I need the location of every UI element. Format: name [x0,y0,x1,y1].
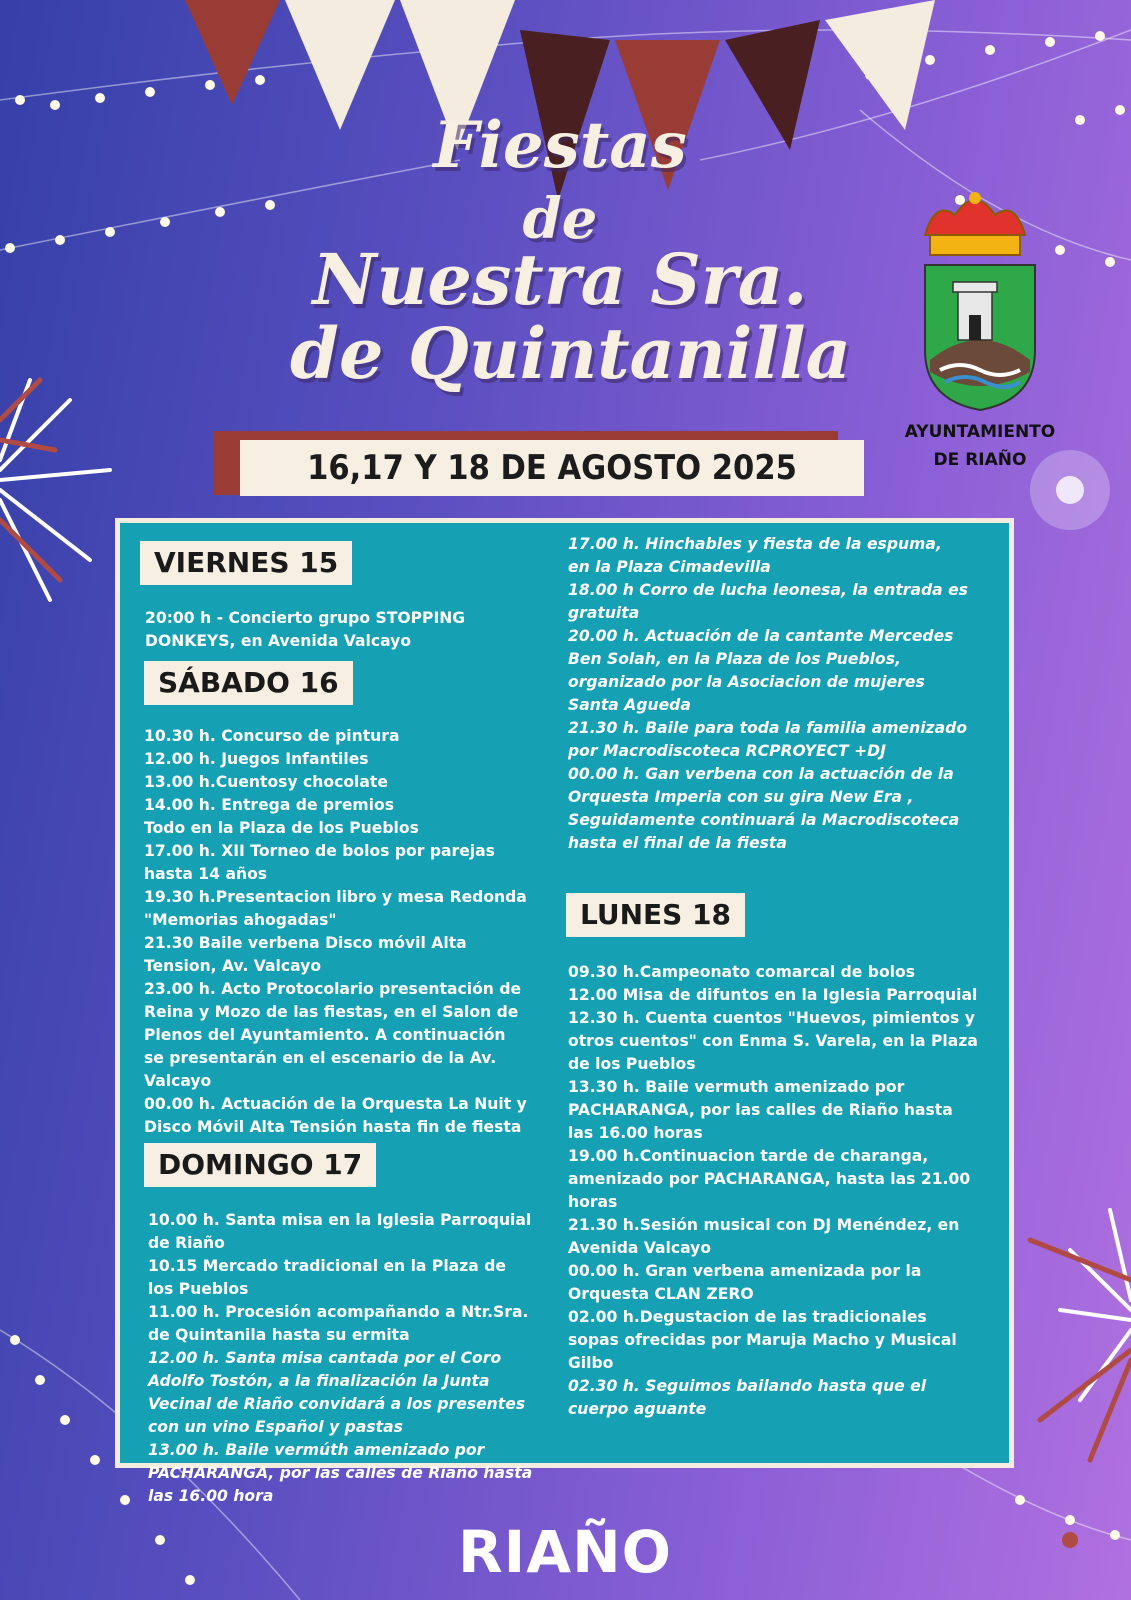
domingo-events-continued [568,533,968,855]
event-line: Vecinal de Riaño convidará a los presentes [148,1395,526,1413]
event-line: 21.30 h.Sesión musical con DJ Menéndez, en [568,1216,960,1234]
lunes-events [568,961,978,1375]
day-badge-lunes: LUNES 18 [566,893,745,937]
event-line: de Riaño [148,1234,225,1252]
coat-of-arms-icon [925,192,1035,410]
event-line: 12.30 h. Cuenta cuentos "Huevos, pimientos y [568,1009,975,1027]
day-badge-viernes: VIERNES 15 [140,541,352,585]
event-line: amenizado por PACHARANGA, hasta las 21.00 [568,1170,971,1188]
event-line: hasta el final de la fiesta [568,834,787,852]
event-line: 19.00 h.Continuacion tarde de charanga, [568,1147,929,1165]
title-line-4: de Quintanilla [290,312,851,395]
title-line-1: Fiestas [433,108,687,183]
event-line: 00.00 h. Gran verbena amenizada por la [568,1262,922,1280]
event-line: PACHARANGA, por las calles de Riaño hasta [148,1464,533,1482]
municipality-label [880,418,1080,474]
event-line: 10.00 h. Santa misa en la Iglesia Parroquial [148,1211,532,1229]
domingo-events-italic [148,1347,532,1508]
domingo-events-block [148,1209,532,1508]
event-line: sopas ofrecidas por Maruja Macho y Musical [568,1331,957,1349]
footer-town-name: RIAÑO [458,1518,672,1586]
event-line: Plenos del Ayuntamiento. A continuación [144,1026,506,1044]
event-line: 02.30 h. Seguimos bailando hasta que el [568,1377,927,1395]
day-badge-sabado: SÁBADO 16 [144,661,353,705]
event-line: 21.30 Baile verbena Disco móvil Alta [144,934,467,952]
event-line: Valcayo [144,1072,212,1090]
event-line: por Macrodiscoteca RCPROYECT +DJ [568,742,886,760]
event-line: Gilbo [568,1354,614,1372]
event-line: 00.00 h. Actuación de la Orquesta La Nuit y [144,1095,527,1113]
event-line: 13.00 h.Cuentosy chocolate [144,773,388,791]
event-line: Reina y Mozo de las fiestas, en el Salon de [144,1003,519,1021]
event-line: otros cuentos" con Enma S. Varela, en la Plaza [568,1032,978,1050]
event-line: Santa Agueda [568,696,691,714]
event-line: Seguidamente continuará la Macrodiscoteca [568,811,960,829]
title-line-2: de [522,186,598,252]
event-line: 12.00 Misa de difuntos en la Iglesia Parroquial [568,986,978,1004]
event-line: Disco Móvil Alta Tensión hasta fin de fiesta [144,1118,522,1136]
event-line: "Memorias ahogadas" [144,911,337,929]
event-line: 17.00 h. Hinchables y fiesta de la espuma, [568,535,942,553]
event-line: cuerpo aguante [568,1400,707,1418]
event-line: Tension, Av. Valcayo [144,957,322,975]
lunes-events-italic [568,1375,978,1421]
program-panel [115,518,1014,1505]
domingo-events [148,1209,532,1347]
event-line: se presentarán en el escenario de la Av. [144,1049,497,1067]
event-line: de Quintanila hasta su ermita [148,1326,410,1344]
event-line: las 16.00 horas [568,1124,703,1142]
event-line: 20:00 h - Concierto grupo STOPPING [145,609,466,627]
event-line: 10.30 h. Concurso de pintura [144,727,400,745]
event-line: 09.30 h.Campeonato comarcal de bolos [568,963,916,981]
event-line: Orquesta Imperia con su gira New Era , [568,788,914,806]
firework-left [0,380,110,600]
event-line: 11.00 h. Procesión acompañando a Ntr.Sra. [148,1303,529,1321]
event-line: organizado por la Asociacion de mujeres [568,673,925,691]
event-line: 18.00 h Corro de lucha leonesa, la entrada es [568,581,968,599]
event-line: de los Pueblos [568,1055,696,1073]
event-line: 17.00 h. XII Torneo de bolos por parejas [144,842,495,860]
firework-right [1030,1210,1131,1548]
event-line: Ben Solah, en la Plaza de los Pueblos, [568,650,901,668]
event-line: hasta 14 años [144,865,268,883]
event-line: gratuita [568,604,640,622]
event-line: 21.30 h. Baile para toda la familia amenizado [568,719,968,737]
event-line: 23.00 h. Acto Protocolario presentación de [144,980,522,998]
event-line: 12.00 h. Juegos Infantiles [144,750,369,768]
title-line-3: Nuestra Sra. [312,238,808,321]
event-line: 02.00 h.Degustacion de las tradicionales [568,1308,927,1326]
event-line: 12.00 h. Santa misa cantada por el Coro [148,1349,502,1367]
sabado-events [144,725,527,1139]
event-line: Orquesta CLAN ZERO [568,1285,754,1303]
event-line: horas [568,1193,618,1211]
event-line: Avenida Valcayo [568,1239,712,1257]
event-line: 10.15 Mercado tradicional en la Plaza de [148,1257,506,1275]
event-line: DONKEYS, en Avenida Valcayo [145,632,412,650]
day-badge-domingo: DOMINGO 17 [144,1143,376,1187]
event-line: las 16.00 hora [148,1487,274,1505]
event-line: con un vino Español y pastas [148,1418,403,1436]
lunes-events-block [568,961,978,1421]
event-line: PACHARANGA, por las calles de Riaño hasta [568,1101,953,1119]
event-line: 13.00 h. Baile vermúth amenizado por [148,1441,485,1459]
date-banner: 16,17 Y 18 DE AGOSTO 2025 [240,440,864,496]
event-line: los Pueblos [148,1280,249,1298]
event-line: 13.30 h. Baile vermuth amenizado por [568,1078,905,1096]
event-line: Adolfo Tostón, a la finalización la Junta [148,1372,490,1390]
viernes-events [145,607,465,653]
municipality-line-2: DE RIAÑO [933,450,1027,470]
event-line: 19.30 h.Presentacion libro y mesa Redonda [144,888,527,906]
event-line: 14.00 h. Entrega de premios [144,796,394,814]
event-line: 20.00 h. Actuación de la cantante Mercedes [568,627,954,645]
event-line: 00.00 h. Gan verbena con la actuación de la [568,765,954,783]
municipality-line-1: AYUNTAMIENTO [904,422,1056,442]
event-line: Todo en la Plaza de los Pueblos [144,819,419,837]
event-line: en la Plaza Cimadevilla [568,558,771,576]
